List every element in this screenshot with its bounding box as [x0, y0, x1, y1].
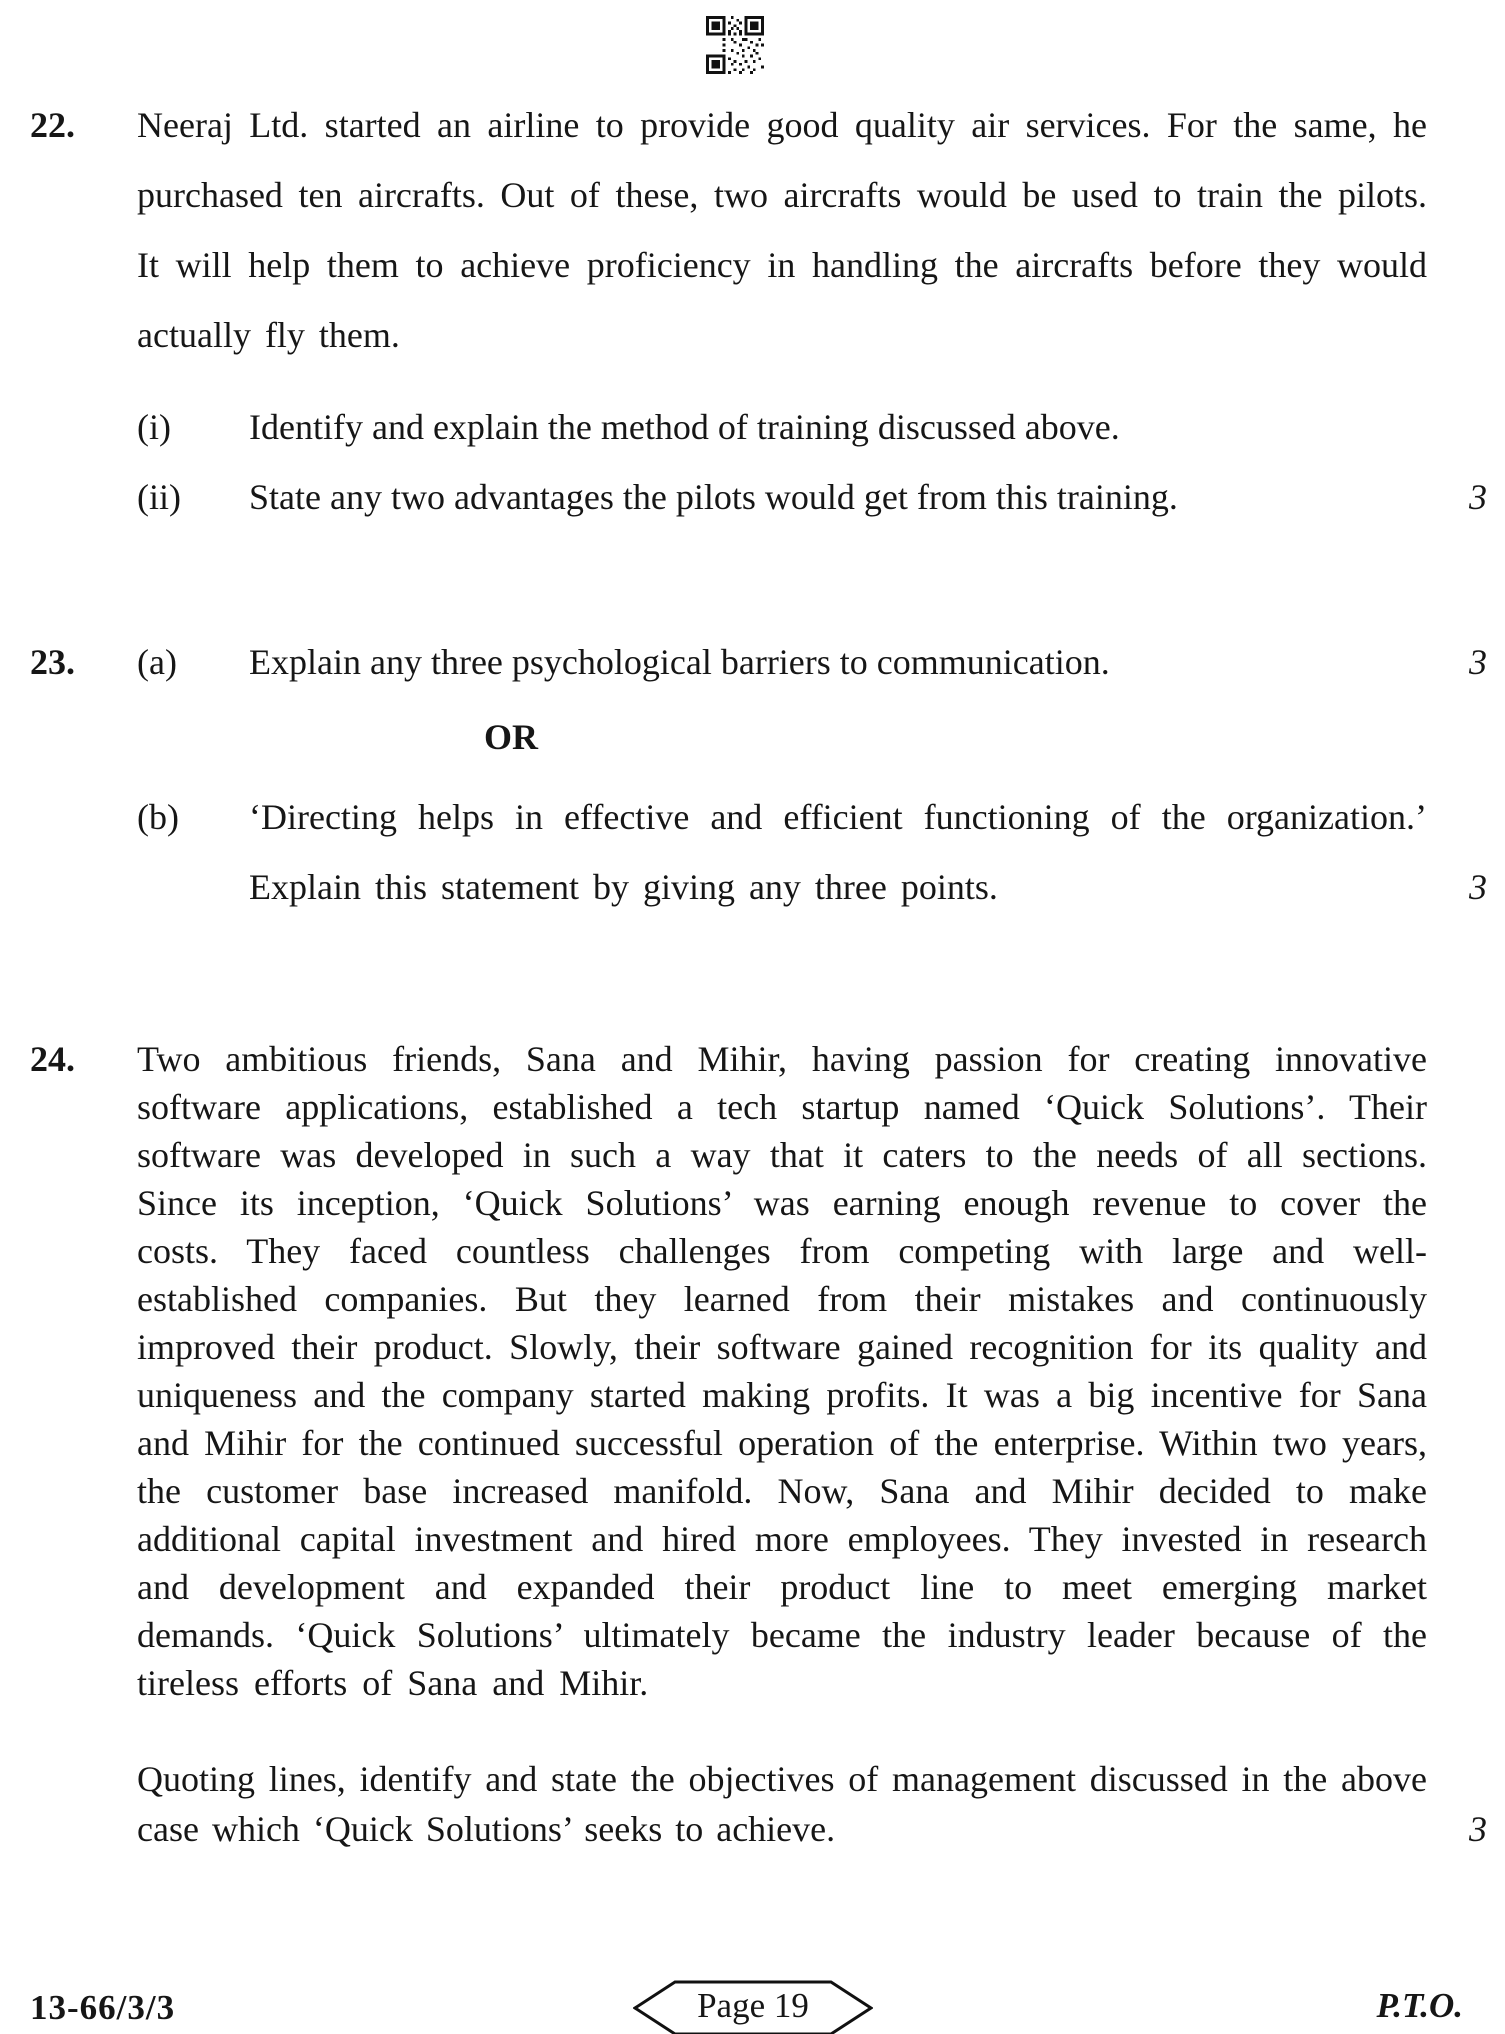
question-23-or-row [30, 702, 1487, 772]
footer-paper-code: 13-66/3/3 [30, 1988, 176, 2027]
question-22-part-i [30, 392, 1487, 462]
questions-area [30, 90, 1487, 1854]
part-label: (a) [137, 642, 177, 682]
page-number-badge [633, 1978, 873, 2034]
part-text: ‘Directing helps in effective and efficient functioning of the organization.’ Explain this statement by giving any three points. [249, 797, 1427, 907]
part-label: (i) [137, 407, 171, 447]
marks-value: 3 [1469, 642, 1487, 682]
part-label: (ii) [137, 477, 181, 517]
qr-code-icon [706, 14, 764, 76]
part-text: Identify and explain the method of training discussed above. [249, 407, 1120, 447]
question-23-part-b [30, 782, 1487, 922]
question-24 [30, 1035, 1487, 1707]
marks-value: 3 [1469, 867, 1487, 907]
question-text: Quoting lines, identify and state the objectives of management discussed in the above case which ‘Quick Solutions’ seeks to achieve. [137, 1759, 1427, 1849]
question-number: 23. [30, 642, 75, 682]
part-label: (b) [137, 797, 179, 837]
part-text: State any two advantages the pilots would get from this training. [249, 477, 1178, 517]
or-separator: OR [484, 717, 538, 757]
case-paragraph: Two ambitious friends, Sana and Mihir, having passion for creating innovative software applications, established a tech startup named ‘Quick Solutions’. Their software was developed in such a way that it caters to the needs of all sections. Since its inception, ‘Quick Solutions’ was earning enough revenue to cover the costs. They faced countless challenges from competing with large and well-established companies. But they learned from their mistakes and continuously improved their product. Slowly, their software gained recognition for its quality and uniqueness and the company started making profits. It was a big incentive for Sana and Mihir for the continued successful operation of the enterprise. Within two years, the customer base increased manifold. Now, Sana and Mihir decided to make additional capital investment and hired more employees. They invested in research and development and expanded their product line to meet emerging market demands. ‘Quick Solutions’ ultimately became the industry leader because of the tireless efforts of Sana and Mihir. [137, 1039, 1427, 1703]
question-22-part-ii [30, 462, 1487, 532]
part-text: Explain any three psychological barriers to communication. [249, 642, 1110, 682]
marks-value: 3 [1469, 477, 1487, 517]
question-24-ask [30, 1754, 1487, 1854]
question-23-part-a [30, 627, 1487, 697]
question-number: 24. [30, 1039, 75, 1079]
pto-label: P.T.O. [1376, 1986, 1463, 2025]
question-number: 22. [30, 105, 75, 145]
question-22-intro: Neeraj Ltd. started an airline to provide good quality air services. For the same, he purchased ten aircrafts. Out of these, two aircrafts would be used to train the pilots. It will help them to achieve proficiency in handling the aircrafts before they would actually fly them. [137, 105, 1427, 355]
page-number-label: Page 19 [697, 1986, 809, 2025]
question-22 [30, 90, 1487, 370]
marks-value: 3 [1469, 1809, 1487, 1849]
